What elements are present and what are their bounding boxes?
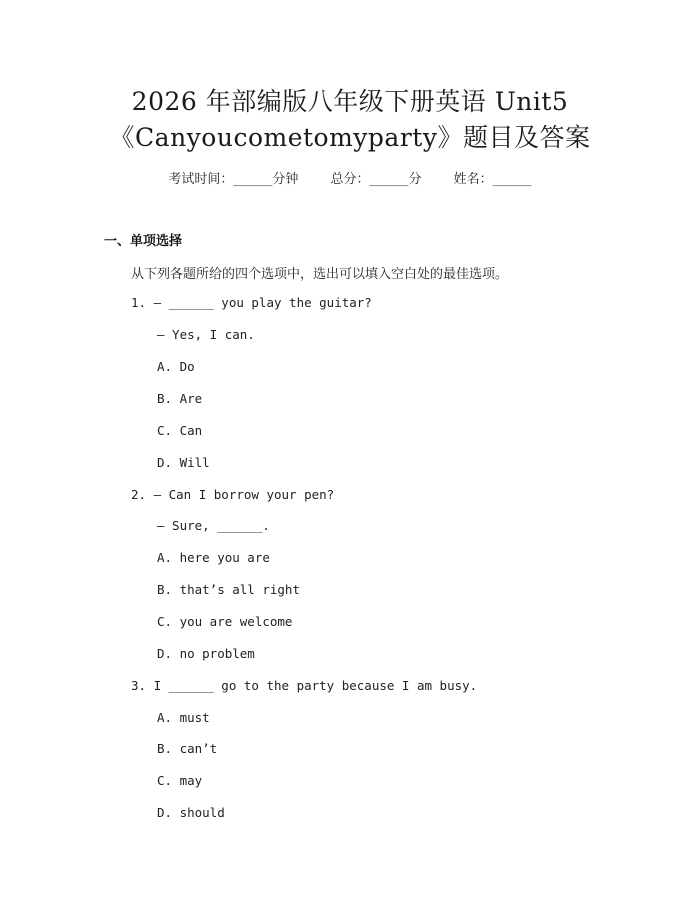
section-heading: 一、单项选择	[104, 234, 183, 249]
total-score-field: 总分：______分	[330, 172, 422, 187]
question-2-option-c: C. you are welcome	[157, 614, 293, 629]
question-1-option-b: B. Are	[157, 391, 203, 406]
question-1-reply: — Yes, I can.	[157, 327, 255, 342]
document-title-line-1: 2026 年部编版八年级下册英语 Unit5	[131, 87, 569, 116]
question-3-option-c: C. may	[157, 773, 203, 788]
student-name-field: 姓名：______	[453, 172, 532, 187]
question-3-stem: 3. I ______ go to the party because I am busy.	[131, 678, 478, 693]
question-1-option-a: A. Do	[157, 359, 195, 374]
question-2-option-d: D. no problem	[157, 646, 255, 661]
question-2-stem: 2. — Can I borrow your pen?	[131, 487, 335, 502]
question-3-option-a: A. must	[157, 710, 210, 725]
exam-time-field: 考试时间：______分钟	[168, 172, 299, 187]
question-1-option-d: D. Will	[157, 455, 210, 470]
question-2-option-a: A. here you are	[157, 550, 270, 565]
question-3-option-d: D. should	[157, 805, 225, 820]
exam-info	[0, 168, 700, 187]
question-1-option-c: C. Can	[157, 423, 203, 438]
document-title-line-2: 《Canyoucometomyparty》题目及答案	[109, 123, 591, 152]
question-2-reply: — Sure, ______.	[157, 518, 270, 533]
question-2-option-b: B. that’s all right	[157, 582, 300, 597]
section-instruction: 从下列各题所给的四个选项中，选出可以填入空白处的最佳选项。	[131, 267, 509, 282]
question-1-stem: 1. — ______ you play the guitar?	[131, 295, 372, 310]
question-3-option-b: B. can’t	[157, 741, 218, 756]
